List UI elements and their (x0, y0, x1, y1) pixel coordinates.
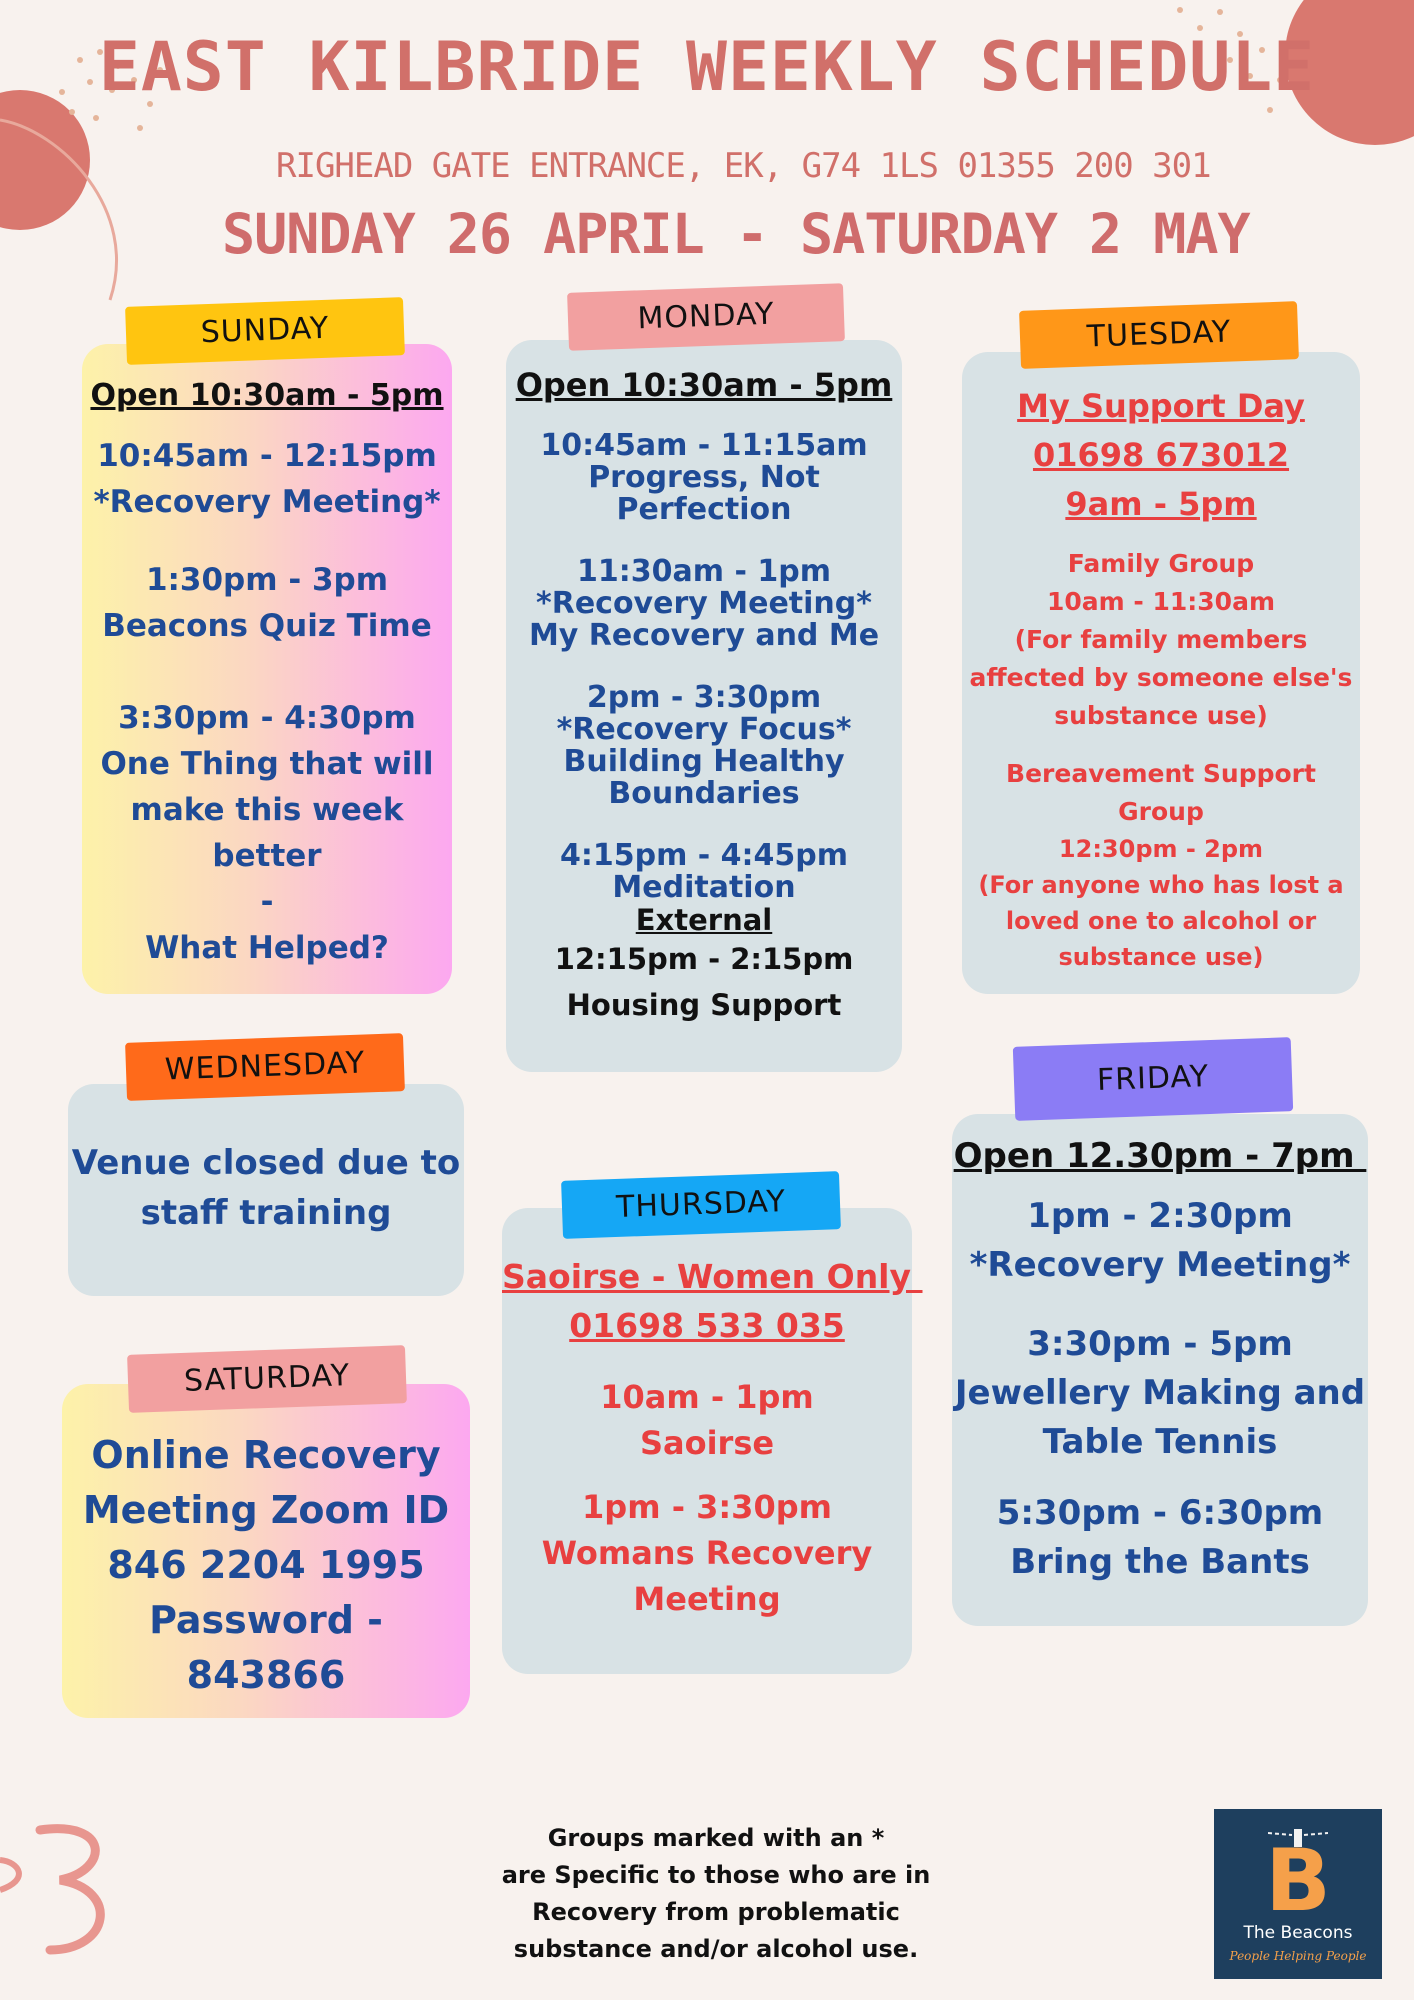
sunday-open-hours: Open 10:30am - 5pm (90, 378, 444, 413)
bottom-left-squiggle (40, 1829, 100, 1950)
monday-session-3-line-1: *Recovery Focus* (556, 712, 852, 747)
thursday-session-2-line-1: Womans Recovery (541, 1534, 873, 1572)
tuesday-group-2-title-2: Group (1118, 797, 1204, 826)
tuesday-group-2-title-1: Bereavement Support (1006, 759, 1316, 788)
thursday-tab: THURSDAY (561, 1171, 841, 1239)
logo-letter: B (1265, 1831, 1331, 1931)
saturday-line-1: Online Recovery (91, 1433, 441, 1477)
the-beacons-logo (1214, 1809, 1382, 1979)
thursday-session-2-line-2: Meeting (633, 1580, 781, 1618)
sunday-session-3-time: 3:30pm - 4:30pm (118, 700, 416, 736)
tuesday-group-1-time: 10am - 11:30am (1047, 587, 1275, 616)
tuesday-phone: 01698 673012 (1032, 436, 1290, 474)
monday-session-2-line-1: *Recovery Meeting* (536, 586, 872, 621)
logo-tagline: People Helping People (1229, 1949, 1367, 1963)
venue-address: RIGHEAD GATE ENTRANCE, EK, G74 1LS 01355 200 301 (276, 146, 1211, 186)
tuesday-tab: TUESDAY (1019, 301, 1299, 369)
friday-session-1-title: *Recovery Meeting* (969, 1245, 1351, 1285)
tuesday-group-2-note-3: substance use) (1058, 943, 1264, 971)
monday-session-3-time: 2pm - 3:30pm (586, 680, 822, 715)
sunday-session-2-title: Beacons Quiz Time (102, 608, 432, 644)
monday-session-1-line-2: Perfection (616, 492, 792, 527)
sunday-session-1-time: 10:45am - 12:15pm (97, 438, 437, 474)
thursday-session-1-title: Saoirse (639, 1424, 775, 1462)
monday-card (506, 340, 902, 1072)
logo-name: The Beacons (1243, 1923, 1353, 1943)
monday-session-2-time: 11:30am - 1pm (577, 554, 831, 589)
footer-line-2: are Specific to those who are in (501, 1861, 931, 1889)
monday-session-1-time: 10:45am - 11:15am (540, 428, 868, 463)
bottom-left-squiggle-2 (0, 1860, 19, 1890)
sunday-session-2-time: 1:30pm - 3pm (145, 562, 389, 598)
saturday-card (62, 1384, 470, 1718)
date-range: SUNDAY 26 APRIL - SATURDAY 2 MAY (222, 202, 1250, 266)
tuesday-group-1-note-2: affected by someone else's (969, 663, 1353, 692)
monday-external-title: Housing Support (566, 988, 842, 1022)
monday-external-heading: External (635, 903, 773, 937)
page-title: EAST KILBRIDE WEEKLY SCHEDULE (98, 28, 1316, 107)
friday-tab: FRIDAY (1013, 1037, 1293, 1121)
saturday-zoom-id: 846 2204 1995 (107, 1543, 425, 1587)
saturday-tab: SATURDAY (127, 1345, 407, 1413)
friday-session-2-time: 3:30pm - 5pm (1027, 1324, 1293, 1364)
tuesday-group-2-note-1: (For anyone who has lost a (978, 871, 1344, 899)
friday-session-3-time: 5:30pm - 6:30pm (996, 1493, 1324, 1533)
saturday-password-label: Password - (149, 1598, 383, 1642)
saturday-password: 843866 (186, 1653, 346, 1697)
tuesday-heading: My Support Day (1017, 387, 1305, 425)
thursday-phone: 01698 533 035 (569, 1306, 845, 1345)
friday-open-hours: Open 12.30pm - 7pm (953, 1136, 1367, 1176)
tuesday-group-1-note-1: (For family members (1014, 625, 1308, 654)
tuesday-group-2-note-2: loved one to alcohol or (1005, 907, 1317, 935)
monday-session-1-line-1: Progress, Not (588, 460, 820, 495)
saturday-line-2: Meeting Zoom ID (82, 1488, 450, 1532)
sunday-session-3-line-3: - (260, 884, 274, 920)
sunday-session-3-line-1: One Thing that will (100, 746, 434, 782)
monday-external-time: 12:15pm - 2:15pm (554, 942, 854, 976)
tuesday-group-2-time: 12:30pm - 2pm (1058, 835, 1264, 863)
friday-session-3-title: Bring the Bants (1010, 1542, 1310, 1582)
footer-note (456, 1820, 976, 1968)
monday-session-3-line-2: Building Healthy (563, 744, 845, 779)
sunday-session-1-title: *Recovery Meeting* (93, 484, 441, 520)
monday-session-4-line-1: Meditation (612, 870, 796, 905)
footer-line-4: substance and/or alcohol use. (513, 1935, 919, 1963)
friday-session-2-line-1: Jewellery Making and (954, 1373, 1366, 1413)
friday-session-1-time: 1pm - 2:30pm (1027, 1196, 1293, 1236)
monday-session-4-time: 4:15pm - 4:45pm (559, 838, 849, 873)
sunday-session-3-line-4: What Helped? (145, 930, 389, 966)
thursday-heading: Saoirse - Women Only (502, 1257, 923, 1296)
friday-card (952, 1114, 1368, 1626)
tuesday-hours: 9am - 5pm (1065, 485, 1257, 523)
sunday-tab: SUNDAY (125, 297, 405, 365)
monday-session-3-line-3: Boundaries (608, 776, 800, 811)
wednesday-card (68, 1084, 464, 1296)
top-left-blob (0, 90, 90, 230)
thursday-card (502, 1208, 923, 1674)
wednesday-line-2: staff training (140, 1193, 392, 1233)
tuesday-group-1-note-3: substance use) (1054, 701, 1268, 730)
wednesday-line-1: Venue closed due to (71, 1143, 461, 1183)
wednesday-tab: WEDNESDAY (125, 1033, 405, 1101)
thursday-session-2-time: 1pm - 3:30pm (582, 1488, 832, 1526)
monday-tab: MONDAY (567, 283, 845, 351)
tuesday-group-1-title: Family Group (1067, 549, 1255, 578)
sunday-card (82, 344, 452, 994)
footer-line-3: Recovery from problematic (532, 1898, 900, 1926)
footer-line-1: Groups marked with an * (547, 1824, 885, 1852)
friday-session-2-line-2: Table Tennis (1042, 1422, 1278, 1462)
thursday-session-1-time: 10am - 1pm (600, 1378, 814, 1416)
tuesday-card (962, 352, 1360, 994)
monday-open-hours: Open 10:30am - 5pm (515, 366, 893, 404)
monday-session-2-line-2: My Recovery and Me (528, 618, 880, 653)
sunday-session-3-line-2: make this week better (130, 792, 404, 874)
